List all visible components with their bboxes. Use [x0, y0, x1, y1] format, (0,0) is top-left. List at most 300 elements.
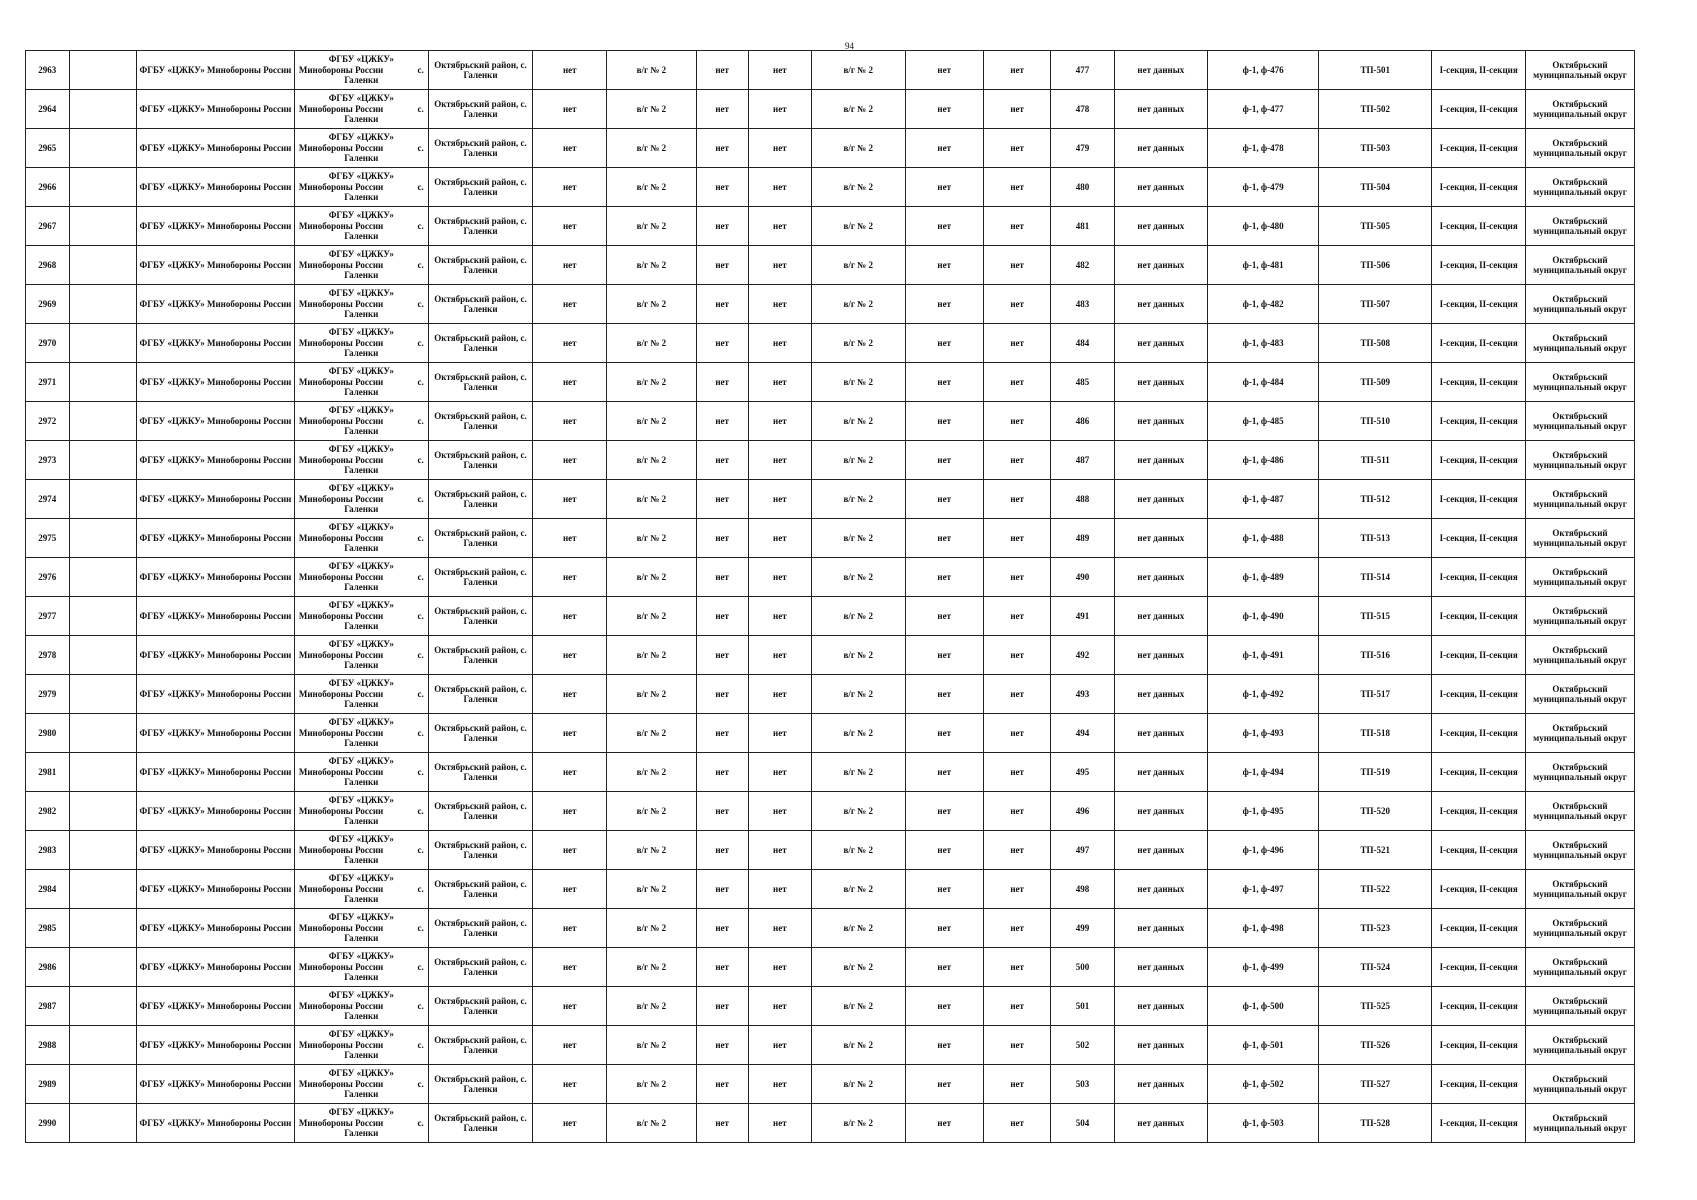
owner-line	[297, 923, 426, 934]
owner-cell	[294, 246, 428, 285]
district-cell: Октябрьский район, с. Галенки	[428, 909, 533, 948]
field-2-cell: в/г № 2	[607, 90, 696, 129]
owner-line: ФГБУ «ЦЖКУ»	[328, 288, 394, 299]
owner-cell	[294, 1065, 428, 1104]
organization-cell: ФГБУ «ЦЖКУ» Минобороны России	[137, 519, 295, 558]
transformer-cell: ТП-520	[1319, 792, 1432, 831]
owner-line: Галенки	[344, 543, 379, 554]
row-number-cell: 2977	[26, 597, 70, 636]
field-6-cell: нет	[905, 714, 983, 753]
count-cell: 483	[1051, 285, 1114, 324]
transformer-cell: ТП-527	[1319, 1065, 1432, 1104]
organization-cell: ФГБУ «ЦЖКУ» Минобороны России	[137, 675, 295, 714]
owner-text: Минобороны России	[298, 649, 384, 660]
owner-text: с.	[417, 493, 424, 504]
field-6-cell: нет	[905, 51, 983, 90]
field-7-cell: нет	[983, 831, 1050, 870]
row-number-cell: 2974	[26, 480, 70, 519]
field-2-cell: в/г № 2	[607, 363, 696, 402]
owner-line	[297, 962, 426, 973]
organization-cell: ФГБУ «ЦЖКУ» Минобороны России	[137, 324, 295, 363]
field-4-cell: нет	[748, 246, 811, 285]
field-7-cell: нет	[983, 909, 1050, 948]
okrug-cell: Октябрьский муниципальный округ	[1525, 597, 1634, 636]
owner-line: ФГБУ «ЦЖКУ»	[328, 366, 394, 377]
feeder-cell: ф-1, ф-494	[1208, 753, 1319, 792]
field-4-cell: нет	[748, 480, 811, 519]
sections-cell: I-секция, II-секция	[1432, 909, 1526, 948]
count-cell: 486	[1051, 402, 1114, 441]
count-cell: 504	[1051, 1104, 1114, 1143]
field-1-cell: нет	[533, 207, 607, 246]
field-7-cell: нет	[983, 129, 1050, 168]
table-row	[26, 597, 1635, 636]
transformer-cell: ТП-512	[1319, 480, 1432, 519]
table-row	[26, 285, 1635, 324]
sections-cell: I-секция, II-секция	[1432, 168, 1526, 207]
table-row	[26, 402, 1635, 441]
transformer-cell: ТП-508	[1319, 324, 1432, 363]
field-6-cell: нет	[905, 1065, 983, 1104]
owner-line: Галенки	[344, 114, 379, 125]
district-cell: Октябрьский район, с. Галенки	[428, 987, 533, 1026]
owner-line	[297, 416, 426, 427]
empty-cell	[69, 207, 136, 246]
owner-cell	[294, 1026, 428, 1065]
owner-line: ФГБУ «ЦЖКУ»	[328, 600, 394, 611]
field-6-cell: нет	[905, 1026, 983, 1065]
owner-text: с.	[417, 259, 424, 270]
field-6-cell: нет	[905, 792, 983, 831]
field-3-cell: нет	[696, 480, 748, 519]
field-3-cell: нет	[696, 90, 748, 129]
owner-line: Галенки	[344, 1011, 379, 1022]
empty-cell	[69, 402, 136, 441]
field-1-cell: нет	[533, 792, 607, 831]
sections-cell: I-секция, II-секция	[1432, 324, 1526, 363]
owner-cell	[294, 363, 428, 402]
owner-cell	[294, 870, 428, 909]
owner-text: с.	[417, 64, 424, 75]
owner-cell	[294, 51, 428, 90]
owner-text: Минобороны России	[298, 64, 384, 75]
field-1-cell: нет	[533, 441, 607, 480]
field-5-cell: в/г № 2	[811, 558, 905, 597]
field-5-cell: в/г № 2	[811, 909, 905, 948]
transformer-cell: ТП-525	[1319, 987, 1432, 1026]
district-cell: Октябрьский район, с. Галенки	[428, 51, 533, 90]
data-status-cell: нет данных	[1114, 753, 1208, 792]
field-6-cell: нет	[905, 324, 983, 363]
owner-text: Минобороны России	[298, 142, 384, 153]
owner-line: Галенки	[344, 153, 379, 164]
field-1-cell: нет	[533, 714, 607, 753]
empty-cell	[69, 1104, 136, 1143]
owner-line: ФГБУ «ЦЖКУ»	[328, 132, 394, 143]
field-5-cell: в/г № 2	[811, 129, 905, 168]
district-cell: Октябрьский район, с. Галенки	[428, 948, 533, 987]
table-row	[26, 636, 1635, 675]
owner-line: Галенки	[344, 348, 379, 359]
field-7-cell: нет	[983, 714, 1050, 753]
data-status-cell: нет данных	[1114, 90, 1208, 129]
field-4-cell: нет	[748, 1026, 811, 1065]
field-3-cell: нет	[696, 168, 748, 207]
row-number-cell: 2964	[26, 90, 70, 129]
field-4-cell: нет	[748, 597, 811, 636]
transformer-cell: ТП-522	[1319, 870, 1432, 909]
field-2-cell: в/г № 2	[607, 129, 696, 168]
row-number-cell: 2973	[26, 441, 70, 480]
data-status-cell: нет данных	[1114, 324, 1208, 363]
field-1-cell: нет	[533, 1065, 607, 1104]
owner-cell	[294, 714, 428, 753]
owner-line: Галенки	[344, 777, 379, 788]
data-status-cell: нет данных	[1114, 948, 1208, 987]
district-cell: Октябрьский район, с. Галенки	[428, 519, 533, 558]
count-cell: 501	[1051, 987, 1114, 1026]
owner-cell	[294, 909, 428, 948]
empty-cell	[69, 51, 136, 90]
owner-line: ФГБУ «ЦЖКУ»	[328, 249, 394, 260]
owner-line	[297, 845, 426, 856]
count-cell: 478	[1051, 90, 1114, 129]
feeder-cell: ф-1, ф-499	[1208, 948, 1319, 987]
count-cell: 489	[1051, 519, 1114, 558]
transformer-cell: ТП-510	[1319, 402, 1432, 441]
empty-cell	[69, 948, 136, 987]
field-6-cell: нет	[905, 948, 983, 987]
count-cell: 499	[1051, 909, 1114, 948]
count-cell: 477	[1051, 51, 1114, 90]
field-7-cell: нет	[983, 402, 1050, 441]
table-body	[26, 51, 1635, 1143]
empty-cell	[69, 753, 136, 792]
owner-line: ФГБУ «ЦЖКУ»	[328, 717, 394, 728]
field-4-cell: нет	[748, 558, 811, 597]
owner-line: Галенки	[344, 387, 379, 398]
table-row	[26, 363, 1635, 402]
field-7-cell: нет	[983, 480, 1050, 519]
registry-table	[25, 50, 1635, 1143]
field-6-cell: нет	[905, 246, 983, 285]
district-cell: Октябрьский район, с. Галенки	[428, 207, 533, 246]
empty-cell	[69, 714, 136, 753]
organization-cell: ФГБУ «ЦЖКУ» Минобороны России	[137, 1065, 295, 1104]
field-6-cell: нет	[905, 597, 983, 636]
field-3-cell: нет	[696, 1026, 748, 1065]
data-status-cell: нет данных	[1114, 909, 1208, 948]
field-1-cell: нет	[533, 90, 607, 129]
field-7-cell: нет	[983, 519, 1050, 558]
field-2-cell: в/г № 2	[607, 246, 696, 285]
owner-cell	[294, 441, 428, 480]
owner-text: с.	[417, 883, 424, 894]
owner-text: Минобороны России	[298, 922, 384, 933]
field-1-cell: нет	[533, 246, 607, 285]
owner-line	[297, 455, 426, 466]
owner-line	[297, 1118, 426, 1129]
count-cell: 494	[1051, 714, 1114, 753]
empty-cell	[69, 675, 136, 714]
transformer-cell: ТП-524	[1319, 948, 1432, 987]
field-2-cell: в/г № 2	[607, 870, 696, 909]
feeder-cell: ф-1, ф-483	[1208, 324, 1319, 363]
field-4-cell: нет	[748, 753, 811, 792]
field-5-cell: в/г № 2	[811, 519, 905, 558]
field-1-cell: нет	[533, 51, 607, 90]
field-5-cell: в/г № 2	[811, 441, 905, 480]
organization-cell: ФГБУ «ЦЖКУ» Минобороны России	[137, 909, 295, 948]
okrug-cell: Октябрьский муниципальный округ	[1525, 675, 1634, 714]
sections-cell: I-секция, II-секция	[1432, 363, 1526, 402]
field-1-cell: нет	[533, 285, 607, 324]
empty-cell	[69, 246, 136, 285]
owner-text: Минобороны России	[298, 532, 384, 543]
district-cell: Октябрьский район, с. Галенки	[428, 324, 533, 363]
table-row	[26, 792, 1635, 831]
owner-text: с.	[417, 688, 424, 699]
okrug-cell: Октябрьский муниципальный округ	[1525, 51, 1634, 90]
owner-text: с.	[417, 1039, 424, 1050]
row-number-cell: 2985	[26, 909, 70, 948]
owner-text: с.	[417, 220, 424, 231]
organization-cell: ФГБУ «ЦЖКУ» Минобороны России	[137, 168, 295, 207]
owner-text: Минобороны России	[298, 181, 384, 192]
data-status-cell: нет данных	[1114, 519, 1208, 558]
field-7-cell: нет	[983, 324, 1050, 363]
okrug-cell: Октябрьский муниципальный округ	[1525, 441, 1634, 480]
field-6-cell: нет	[905, 636, 983, 675]
field-1-cell: нет	[533, 324, 607, 363]
district-cell: Октябрьский район, с. Галенки	[428, 1065, 533, 1104]
field-4-cell: нет	[748, 831, 811, 870]
row-number-cell: 2969	[26, 285, 70, 324]
row-number-cell: 2986	[26, 948, 70, 987]
owner-text: Минобороны России	[298, 1039, 384, 1050]
owner-line: ФГБУ «ЦЖКУ»	[328, 444, 394, 455]
district-cell: Октябрьский район, с. Галенки	[428, 1104, 533, 1143]
owner-text: с.	[417, 727, 424, 738]
feeder-cell: ф-1, ф-487	[1208, 480, 1319, 519]
district-cell: Октябрьский район, с. Галенки	[428, 636, 533, 675]
field-7-cell: нет	[983, 246, 1050, 285]
district-cell: Октябрьский район, с. Галенки	[428, 714, 533, 753]
field-7-cell: нет	[983, 90, 1050, 129]
field-7-cell: нет	[983, 675, 1050, 714]
row-number-cell: 2987	[26, 987, 70, 1026]
field-3-cell: нет	[696, 597, 748, 636]
field-7-cell: нет	[983, 363, 1050, 402]
table-row	[26, 324, 1635, 363]
owner-text: с.	[417, 571, 424, 582]
count-cell: 490	[1051, 558, 1114, 597]
field-4-cell: нет	[748, 168, 811, 207]
owner-text: Минобороны России	[298, 844, 384, 855]
transformer-cell: ТП-523	[1319, 909, 1432, 948]
okrug-cell: Октябрьский муниципальный округ	[1525, 480, 1634, 519]
data-status-cell: нет данных	[1114, 870, 1208, 909]
owner-line: Галенки	[344, 816, 379, 827]
field-4-cell: нет	[748, 363, 811, 402]
data-status-cell: нет данных	[1114, 675, 1208, 714]
owner-line: Галенки	[344, 972, 379, 983]
owner-text: с.	[417, 610, 424, 621]
field-6-cell: нет	[905, 207, 983, 246]
transformer-cell: ТП-513	[1319, 519, 1432, 558]
organization-cell: ФГБУ «ЦЖКУ» Минобороны России	[137, 1026, 295, 1065]
feeder-cell: ф-1, ф-497	[1208, 870, 1319, 909]
owner-line: ФГБУ «ЦЖКУ»	[328, 912, 394, 923]
sections-cell: I-секция, II-секция	[1432, 987, 1526, 1026]
data-status-cell: нет данных	[1114, 558, 1208, 597]
empty-cell	[69, 1065, 136, 1104]
organization-cell: ФГБУ «ЦЖКУ» Минобороны России	[137, 1104, 295, 1143]
feeder-cell: ф-1, ф-488	[1208, 519, 1319, 558]
owner-line	[297, 143, 426, 154]
owner-line	[297, 884, 426, 895]
empty-cell	[69, 441, 136, 480]
district-cell: Октябрьский район, с. Галенки	[428, 441, 533, 480]
field-3-cell: нет	[696, 519, 748, 558]
field-5-cell: в/г № 2	[811, 792, 905, 831]
row-number-cell: 2982	[26, 792, 70, 831]
field-5-cell: в/г № 2	[811, 675, 905, 714]
owner-text: Минобороны России	[298, 415, 384, 426]
row-number-cell: 2984	[26, 870, 70, 909]
empty-cell	[69, 1026, 136, 1065]
field-3-cell: нет	[696, 129, 748, 168]
field-3-cell: нет	[696, 636, 748, 675]
field-6-cell: нет	[905, 363, 983, 402]
owner-cell	[294, 129, 428, 168]
sections-cell: I-секция, II-секция	[1432, 129, 1526, 168]
owner-line: ФГБУ «ЦЖКУ»	[328, 1107, 394, 1118]
field-6-cell: нет	[905, 753, 983, 792]
field-2-cell: в/г № 2	[607, 480, 696, 519]
owner-cell	[294, 675, 428, 714]
okrug-cell: Октябрьский муниципальный округ	[1525, 519, 1634, 558]
field-3-cell: нет	[696, 831, 748, 870]
field-3-cell: нет	[696, 324, 748, 363]
empty-cell	[69, 870, 136, 909]
district-cell: Октябрьский район, с. Галенки	[428, 558, 533, 597]
field-6-cell: нет	[905, 831, 983, 870]
field-4-cell: нет	[748, 519, 811, 558]
owner-line: Галенки	[344, 426, 379, 437]
organization-cell: ФГБУ «ЦЖКУ» Минобороны России	[137, 597, 295, 636]
feeder-cell: ф-1, ф-500	[1208, 987, 1319, 1026]
owner-line: Галенки	[344, 231, 379, 242]
owner-line	[297, 338, 426, 349]
field-2-cell: в/г № 2	[607, 714, 696, 753]
owner-text: Минобороны России	[298, 805, 384, 816]
table-row	[26, 1065, 1635, 1104]
empty-cell	[69, 636, 136, 675]
data-status-cell: нет данных	[1114, 792, 1208, 831]
field-1-cell: нет	[533, 1026, 607, 1065]
owner-line: Галенки	[344, 855, 379, 866]
feeder-cell: ф-1, ф-482	[1208, 285, 1319, 324]
owner-text: с.	[417, 376, 424, 387]
field-2-cell: в/г № 2	[607, 948, 696, 987]
data-status-cell: нет данных	[1114, 363, 1208, 402]
count-cell: 500	[1051, 948, 1114, 987]
field-1-cell: нет	[533, 636, 607, 675]
owner-text: Минобороны России	[298, 1117, 384, 1128]
sections-cell: I-секция, II-секция	[1432, 792, 1526, 831]
field-3-cell: нет	[696, 987, 748, 1026]
owner-line: Галенки	[344, 504, 379, 515]
organization-cell: ФГБУ «ЦЖКУ» Минобороны России	[137, 987, 295, 1026]
organization-cell: ФГБУ «ЦЖКУ» Минобороны России	[137, 480, 295, 519]
organization-cell: ФГБУ «ЦЖКУ» Минобороны России	[137, 870, 295, 909]
district-cell: Октябрьский район, с. Галенки	[428, 129, 533, 168]
owner-line: ФГБУ «ЦЖКУ»	[328, 405, 394, 416]
field-1-cell: нет	[533, 753, 607, 792]
owner-line	[297, 806, 426, 817]
field-2-cell: в/г № 2	[607, 1026, 696, 1065]
owner-text: Минобороны России	[298, 376, 384, 387]
sections-cell: I-секция, II-секция	[1432, 207, 1526, 246]
owner-text: Минобороны России	[298, 571, 384, 582]
owner-cell	[294, 987, 428, 1026]
organization-cell: ФГБУ «ЦЖКУ» Минобороны России	[137, 285, 295, 324]
district-cell: Октябрьский район, с. Галенки	[428, 168, 533, 207]
table-row	[26, 480, 1635, 519]
field-4-cell: нет	[748, 1065, 811, 1104]
field-5-cell: в/г № 2	[811, 1026, 905, 1065]
okrug-cell: Октябрьский муниципальный округ	[1525, 129, 1634, 168]
owner-line: Галенки	[344, 621, 379, 632]
owner-cell	[294, 285, 428, 324]
okrug-cell: Октябрьский муниципальный округ	[1525, 168, 1634, 207]
owner-cell	[294, 558, 428, 597]
owner-line: ФГБУ «ЦЖКУ»	[328, 756, 394, 767]
owner-line: ФГБУ «ЦЖКУ»	[328, 483, 394, 494]
sections-cell: I-секция, II-секция	[1432, 519, 1526, 558]
empty-cell	[69, 987, 136, 1026]
field-2-cell: в/г № 2	[607, 831, 696, 870]
owner-line	[297, 1079, 426, 1090]
field-5-cell: в/г № 2	[811, 597, 905, 636]
owner-text: с.	[417, 337, 424, 348]
field-6-cell: нет	[905, 987, 983, 1026]
count-cell: 485	[1051, 363, 1114, 402]
field-6-cell: нет	[905, 909, 983, 948]
sections-cell: I-секция, II-секция	[1432, 441, 1526, 480]
field-4-cell: нет	[748, 948, 811, 987]
field-2-cell: в/г № 2	[607, 909, 696, 948]
row-number-cell: 2983	[26, 831, 70, 870]
owner-text: Минобороны России	[298, 220, 384, 231]
owner-line	[297, 299, 426, 310]
transformer-cell: ТП-504	[1319, 168, 1432, 207]
transformer-cell: ТП-528	[1319, 1104, 1432, 1143]
owner-line: ФГБУ «ЦЖКУ»	[328, 834, 394, 845]
field-4-cell: нет	[748, 441, 811, 480]
data-status-cell: нет данных	[1114, 207, 1208, 246]
field-2-cell: в/г № 2	[607, 168, 696, 207]
okrug-cell: Октябрьский муниципальный округ	[1525, 402, 1634, 441]
field-3-cell: нет	[696, 363, 748, 402]
empty-cell	[69, 597, 136, 636]
field-7-cell: нет	[983, 207, 1050, 246]
owner-line	[297, 767, 426, 778]
field-3-cell: нет	[696, 285, 748, 324]
count-cell: 481	[1051, 207, 1114, 246]
data-status-cell: нет данных	[1114, 987, 1208, 1026]
